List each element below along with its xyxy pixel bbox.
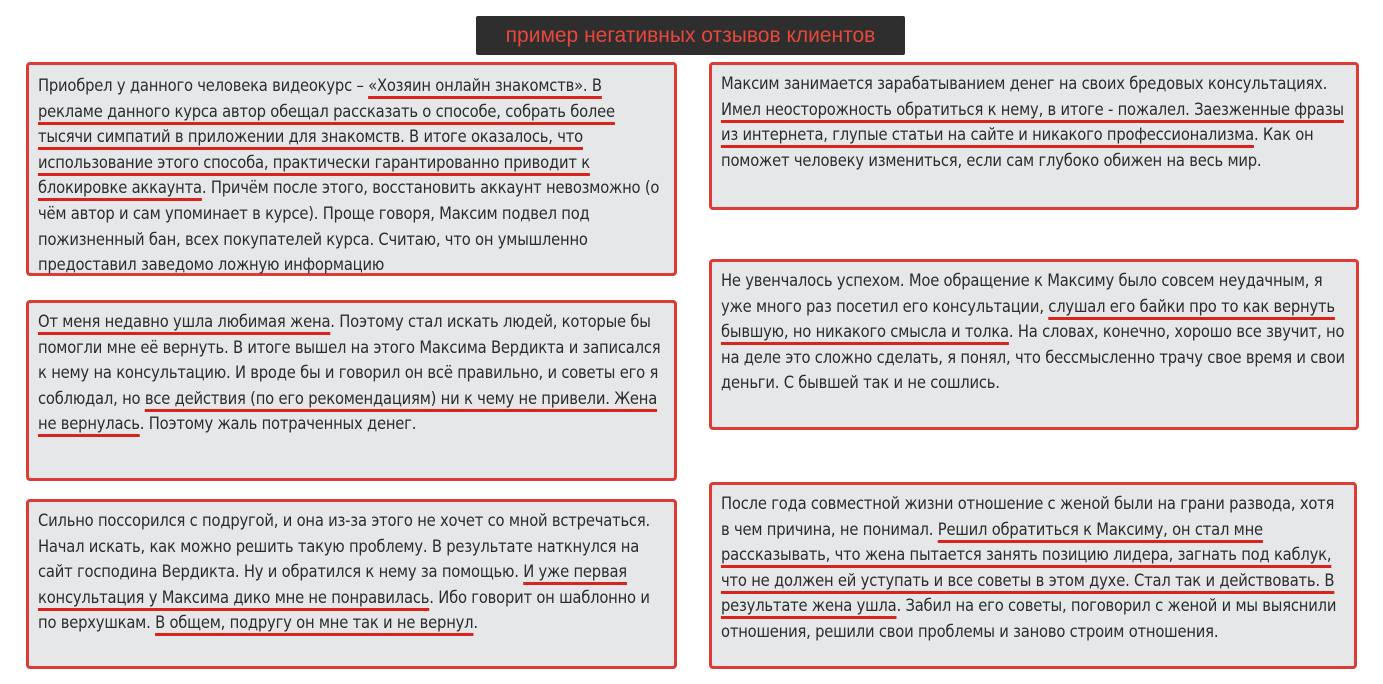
highlighted-text: все действия (по его рекомендациям) ни к чему не привели. Жена не вернулась [38, 388, 658, 434]
review-text-segment: . Ибо говорит он шаблонно и по верхушкам. [38, 587, 650, 633]
review-text-segment: . Забил на его советы, поговорил с женой и мы выяснили отношения, решили свои проблемы и заново строим отношения. [721, 596, 1337, 641]
review-card-5 [709, 259, 1359, 430]
review-text-segment: Не увенчалось успехом. Мое обращение к Максиму было совсем неудачным, я уже много раз посетил его консультации, [721, 271, 1323, 316]
review-text [38, 71, 666, 278]
review-text-segment: . Поэтому жаль потраченных денег. [139, 414, 417, 434]
review-text-segment: . [473, 613, 478, 633]
review-card-2 [26, 300, 677, 481]
review-text-segment: . На словах, конечно, хорошо все звучит, но на деле это сложно сделать, я понял, что бессмысленно трачу свое время и свои деньги. С бывшей так и не сошлись. [721, 322, 1345, 393]
highlighted-text: В общем, подругу он мне так и не вернул [155, 613, 474, 633]
review-text [38, 309, 666, 437]
review-text-segment: Сильно поссорился с подругой, и она из-за этого не хочет со мной встречаться. Начал искать, как можно решить такую проблему. В результате наткнулся на сайт господина Вердикта. Ну и обратился к нему за помощью. [38, 511, 650, 582]
highlighted-text: слушал его байки про то как вернуть бывшую, но никакого смысла и толка [721, 296, 1335, 342]
review-text [721, 268, 1348, 396]
review-text [721, 491, 1346, 645]
review-text-segment: . Как он поможет человеку измениться, если сам глубоко обижен на весь мир. [721, 125, 1314, 170]
highlighted-text: Решил обратиться к Максиму, он стал мне рассказывать, что жена пытается занять позицию лидера, загнать под каблук, что не должен ей уступать и все советы в этом духе. Стал так и действовать. В результате жена ушла [721, 519, 1335, 616]
review-card-6 [709, 482, 1357, 669]
review-text-segment: Приобрел у данного человека видеокурс – [38, 76, 369, 95]
review-text-segment: Максим занимается зарабатыванием денег на своих бредовых консультациях. [721, 74, 1328, 93]
page-title: пример негативных отзывов клиентов [476, 16, 905, 55]
highlighted-text: От меня недавно ушла любимая жена [38, 312, 331, 331]
review-text [38, 508, 666, 636]
review-card-1 [26, 62, 677, 276]
review-text [721, 71, 1348, 173]
review-text-segment: . Причём после этого, восстановить аккаунт невозможно (о чём автор и сам упоминает в курсе). Проще говоря, Максим подвел под пожизненный бан, всех покупателей курса. Считаю, что он умышленно предоставил заведомо ложную информацию [38, 178, 660, 275]
highlighted-text: И уже первая консультация у Максима дико мне не понравилась [38, 562, 627, 607]
review-text-segment: После года совместной жизни отношение с женой были на грани развода, хотя в чем причина, не понимал. [721, 494, 1335, 539]
highlighted-text: Имел неосторожность обратиться к нему, в итоге - пожалел. Заезженные фразы из интернета, глупые статьи на сайте и никакого профессионализма [721, 99, 1344, 145]
review-card-3 [26, 499, 677, 669]
highlighted-text: «Хозяин онлайн знакомств». В рекламе данного курса автор обещал рассказать о способе, собрать более тысячи симпатий в приложении для знакомств. В итоге оказалось, что использование этого способа, практически гарантированно приводит к блокировке аккаунта [38, 76, 615, 198]
review-text-segment: . Поэтому стал искать людей, которые бы помогли мне её вернуть. В итоге вышел на этого Максима Вердикта и записался к нему на консультацию. И вроде бы и говорил он всё правильно, и советы его я соблюдал, но [38, 312, 661, 408]
review-card-4 [709, 62, 1359, 210]
